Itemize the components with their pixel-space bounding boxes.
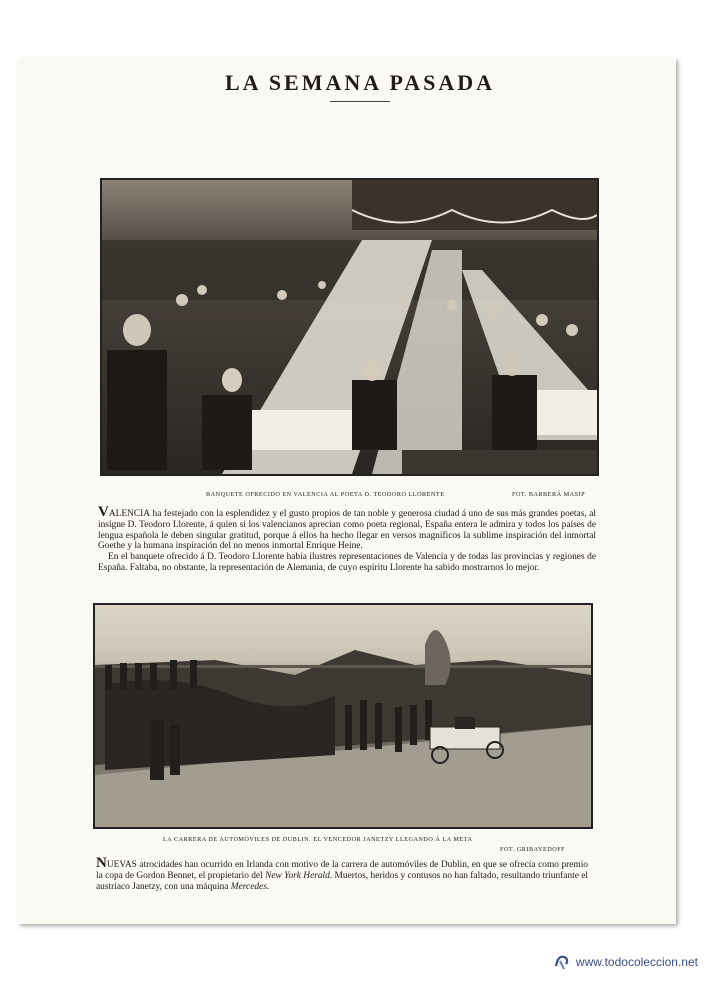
dropcap-v: V	[98, 504, 109, 520]
site-watermark[interactable]	[552, 952, 698, 972]
banquet-photo	[100, 178, 599, 476]
article-lead-word: ALENCIA	[108, 509, 150, 519]
car-make: Mercedes	[230, 881, 267, 892]
article-dublin-text-c: .	[266, 881, 270, 892]
article-dublin-text-a: atrocidades han ocurrido en Irlanda con motivo de la carrera de automóviles de Dublin, en que se ofrecía como premio la copa de Gordon Bennet, el propietario del	[96, 860, 588, 881]
article-dublin-lead-word: UEVAS	[106, 860, 137, 870]
banquet-photo-credit: FOT. BARBERÁ MASIP	[512, 491, 586, 498]
dropcap-n: N	[96, 855, 107, 871]
newspaper-name: New York Herald	[265, 870, 330, 881]
article-valencia-p1: ha festejado con la esplendidez y el gusto propios de tan noble y generosa ciudad á uno de sus más grandes poetas, al insigne D. Teodoro Llorente, á quien si los valencianos aprecian como poeta regional, España entera le admira y todos los países de lengua española le deben singular gratitud, porque á ellos ha hecho llegar en versos magníficos la sublime inspiración del inmortal Goethe y la humana inspiración del no menos inmortal Enrique Heine.	[98, 509, 596, 552]
banquet-caption: BANQUETE OFRECIDO EN VALENCIA AL POETA D. TEODORO LLORENTE	[206, 491, 445, 498]
car-race-photo-credit: FOT. GRIBAYEDOFF	[500, 846, 566, 853]
page-header	[0, 70, 720, 102]
todocoleccion-logo-icon	[552, 952, 572, 972]
car-race-photo	[93, 603, 593, 829]
article-valencia	[98, 504, 596, 574]
article-dublin	[96, 855, 589, 892]
title-underline	[330, 101, 390, 102]
site-url: www.todocoleccion.net	[575, 955, 698, 969]
car-race-caption: LA CARRERA DE AUTOMÓVILES DE DUBLIN. EL VENCEDOR JANETZY LLEGANDO Á LA META	[163, 836, 473, 843]
article-dublin-text-b: . Muertos, heridos y contusos no han faltado, resultando triunfante el austriaco Janetzy, con una máquina	[96, 870, 589, 892]
article-valencia-p2: En el banquete ofrecido á D. Teodoro Llorente había ilustres representaciones de Valencia y de todas las provincias y regiones de España. Faltaba, no obstante, la representación de Alemania, de cuyo espíritu Llorente ha sabido mostrarnos lo mejor.	[98, 552, 596, 573]
page-title: LA SEMANA PASADA	[224, 70, 496, 95]
